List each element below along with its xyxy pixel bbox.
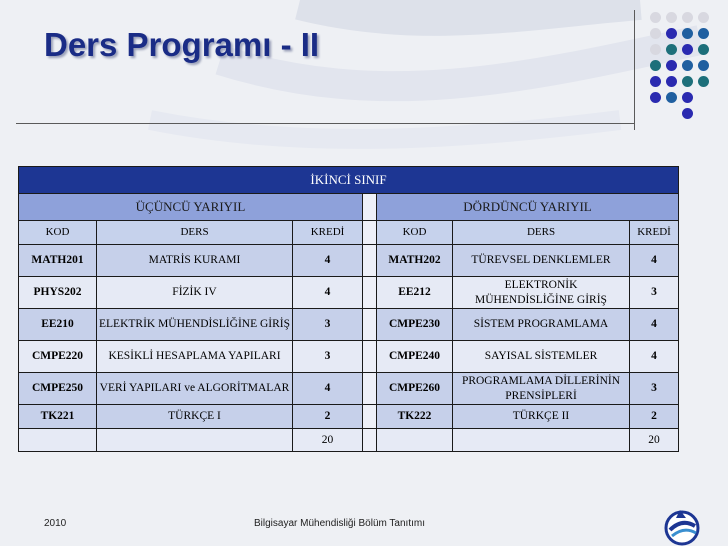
- course-name: TÜRKÇE II: [453, 405, 630, 429]
- footer-year: 2010: [44, 518, 67, 529]
- dot: [650, 12, 661, 23]
- course-name: VERİ YAPILARI ve ALGORİTMALAR: [97, 373, 293, 405]
- course-code: CMPE230: [377, 309, 453, 341]
- semester-3-header: ÜÇÜNCÜ YARIYIL: [19, 194, 363, 221]
- dot: [698, 76, 709, 87]
- column-header-ders: DERS: [453, 221, 630, 245]
- course-code: TK221: [19, 405, 97, 429]
- course-credit: 4: [293, 373, 363, 405]
- dot: [666, 92, 677, 103]
- dot: [682, 28, 693, 39]
- course-code: CMPE260: [377, 373, 453, 405]
- dot: [650, 44, 661, 55]
- course-code: CMPE240: [377, 341, 453, 373]
- table-row: [19, 245, 679, 277]
- course-code: MATH202: [377, 245, 453, 277]
- empty-cell: [19, 429, 97, 452]
- gap-cell: [363, 429, 377, 452]
- course-name: SAYISAL SİSTEMLER: [453, 341, 630, 373]
- dot: [666, 12, 677, 23]
- course-credit: 4: [630, 309, 679, 341]
- course-name: PROGRAMLAMA DİLLERİNİN PRENSİPLERİ: [453, 373, 630, 405]
- course-credit: 3: [293, 341, 363, 373]
- dot: [682, 92, 693, 103]
- course-name: TÜRKÇE I: [97, 405, 293, 429]
- gap-cell: [363, 194, 377, 221]
- table-title: İKİNCİ SINIF: [19, 167, 679, 194]
- dot: [666, 28, 677, 39]
- semester-4-header: DÖRDÜNCÜ YARIYIL: [377, 194, 679, 221]
- decorative-dot-grid: [646, 10, 726, 122]
- dot: [698, 44, 709, 55]
- course-name: TÜREVSEL DENKLEMLER: [453, 245, 630, 277]
- gap-cell: [363, 277, 377, 309]
- dot: [666, 60, 677, 71]
- dot: [682, 12, 693, 23]
- column-header-ders: DERS: [97, 221, 293, 245]
- course-schedule-table: [18, 166, 679, 452]
- total-credit-sem4: 20: [630, 429, 679, 452]
- course-credit: 4: [630, 245, 679, 277]
- table-row: [19, 277, 679, 309]
- gap-cell: [363, 373, 377, 405]
- course-name: KESİKLİ HESAPLAMA YAPILARI: [97, 341, 293, 373]
- course-name: FİZİK IV: [97, 277, 293, 309]
- dot: [650, 92, 661, 103]
- course-name: MATRİS KURAMI: [97, 245, 293, 277]
- table-row: [19, 341, 679, 373]
- total-credit-sem3: 20: [293, 429, 363, 452]
- course-code: EE212: [377, 277, 453, 309]
- course-name: ELEKTRİK MÜHENDİSLİĞİNE GİRİŞ: [97, 309, 293, 341]
- course-code: PHYS202: [19, 277, 97, 309]
- gap-cell: [363, 245, 377, 277]
- dot: [682, 44, 693, 55]
- course-code: CMPE220: [19, 341, 97, 373]
- column-header-kod: KOD: [19, 221, 97, 245]
- empty-cell: [97, 429, 293, 452]
- gap-cell: [363, 405, 377, 429]
- footer-text: Bilgisayar Mühendisliği Bölüm Tanıtımı: [254, 518, 426, 529]
- dot: [682, 76, 693, 87]
- dot: [650, 76, 661, 87]
- divider-horizontal: [16, 123, 634, 124]
- dot: [650, 28, 661, 39]
- dot: [666, 44, 677, 55]
- total-row: [19, 429, 679, 452]
- course-credit: 3: [293, 309, 363, 341]
- empty-cell: [377, 429, 453, 452]
- dot: [682, 60, 693, 71]
- course-code: CMPE250: [19, 373, 97, 405]
- course-name: SİSTEM PROGRAMLAMA: [453, 309, 630, 341]
- course-credit: 3: [630, 373, 679, 405]
- course-credit: 3: [630, 277, 679, 309]
- table-row: [19, 405, 679, 429]
- slide-title: Ders Programı - II: [44, 26, 320, 63]
- dot: [698, 28, 709, 39]
- gap-cell: [363, 221, 377, 245]
- dot: [698, 60, 709, 71]
- table-row: [19, 309, 679, 341]
- dot: [650, 60, 661, 71]
- course-name: ELEKTRONİK MÜHENDİSLİĞİNE GİRİŞ: [453, 277, 630, 309]
- column-header-kod: KOD: [377, 221, 453, 245]
- column-header-kredi: KREDİ: [293, 221, 363, 245]
- course-credit: 4: [293, 277, 363, 309]
- gap-cell: [363, 341, 377, 373]
- gap-cell: [363, 309, 377, 341]
- divider-vertical: [634, 10, 635, 130]
- dot: [698, 12, 709, 23]
- course-code: TK222: [377, 405, 453, 429]
- course-credit: 4: [293, 245, 363, 277]
- course-credit: 2: [630, 405, 679, 429]
- dot: [666, 76, 677, 87]
- course-code: MATH201: [19, 245, 97, 277]
- university-logo-icon: [662, 506, 702, 546]
- course-code: EE210: [19, 309, 97, 341]
- course-credit: 4: [630, 341, 679, 373]
- empty-cell: [453, 429, 630, 452]
- course-credit: 2: [293, 405, 363, 429]
- table-row: [19, 373, 679, 405]
- column-header-kredi: KREDİ: [630, 221, 679, 245]
- dot: [682, 108, 693, 119]
